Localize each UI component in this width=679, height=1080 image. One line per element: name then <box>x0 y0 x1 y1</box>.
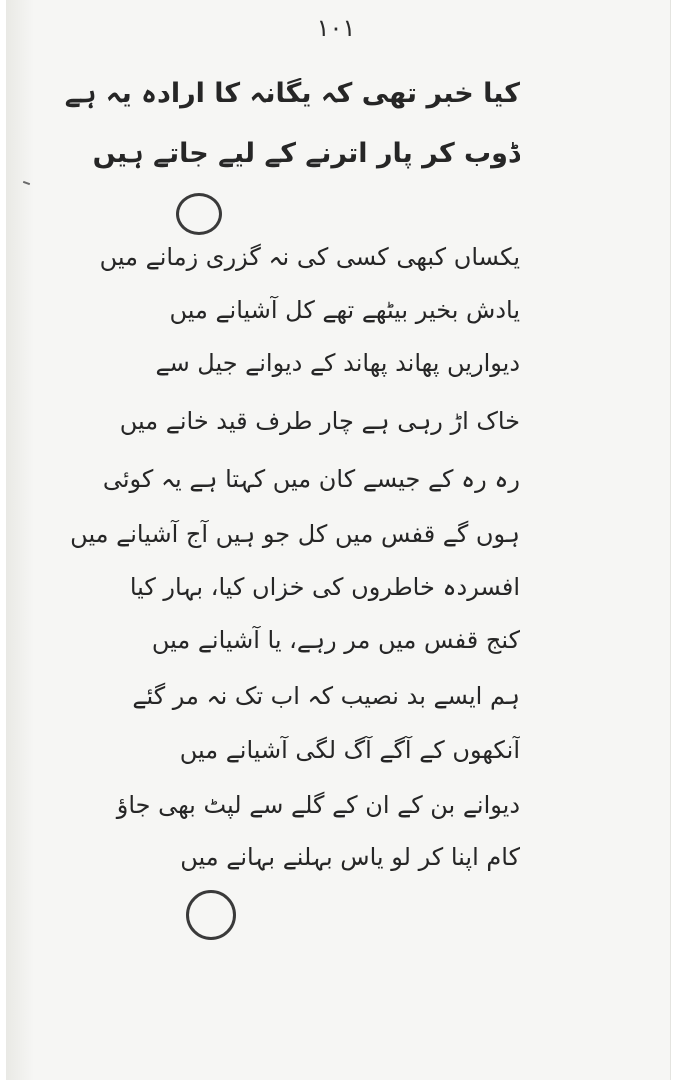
verse-line: خاک اڑ رہی ہے چار طرف قید خانے میں <box>119 407 520 435</box>
verse-line: کنج قفس میں مر رہے، یا آشیانے میں <box>151 626 520 654</box>
verse-line: دیوانے بن کے ان کے گلے سے لپٹ بھی جاؤ <box>116 791 520 819</box>
verse-line: یکساں کبھی کسی کی نہ گزری زمانے میں <box>99 243 520 271</box>
verse-line: دیواریں پھاند پھاند کے دیوانے جیل سے <box>155 349 520 377</box>
page-number: ۱۰۱ <box>316 14 356 42</box>
page-gutter <box>6 0 34 1080</box>
verse-line: آنکھوں کے آگے آگ لگی آشیانے میں <box>179 736 520 764</box>
verse-line: کیا خبر تھی کہ یگانہ کا ارادہ یہ ہے <box>64 78 520 109</box>
section-divider-circle <box>186 890 236 940</box>
book-page <box>6 0 671 1080</box>
verse-line: ڈوب کر پار اترنے کے لیے جاتے ہیں <box>92 138 520 169</box>
verse-line: رہ رہ کے جیسے کان میں کہتا ہے یہ کوئی <box>102 465 520 493</box>
section-divider-circle <box>176 193 222 235</box>
verse-line: ہوں گے قفس میں کل جو ہیں آج آشیانے میں <box>70 520 520 548</box>
verse-line: افسردہ خاطروں کی خزاں کیا، بہار کیا <box>129 573 520 601</box>
verse-line: ہم ایسے بد نصیب کہ اب تک نہ مر گئے <box>132 682 520 710</box>
verse-line: یادش بخیر بیٹھے تھے کل آشیانے میں <box>169 296 520 324</box>
verse-line: کام اپنا کر لو یاس بہلنے بہانے میں <box>180 843 520 871</box>
